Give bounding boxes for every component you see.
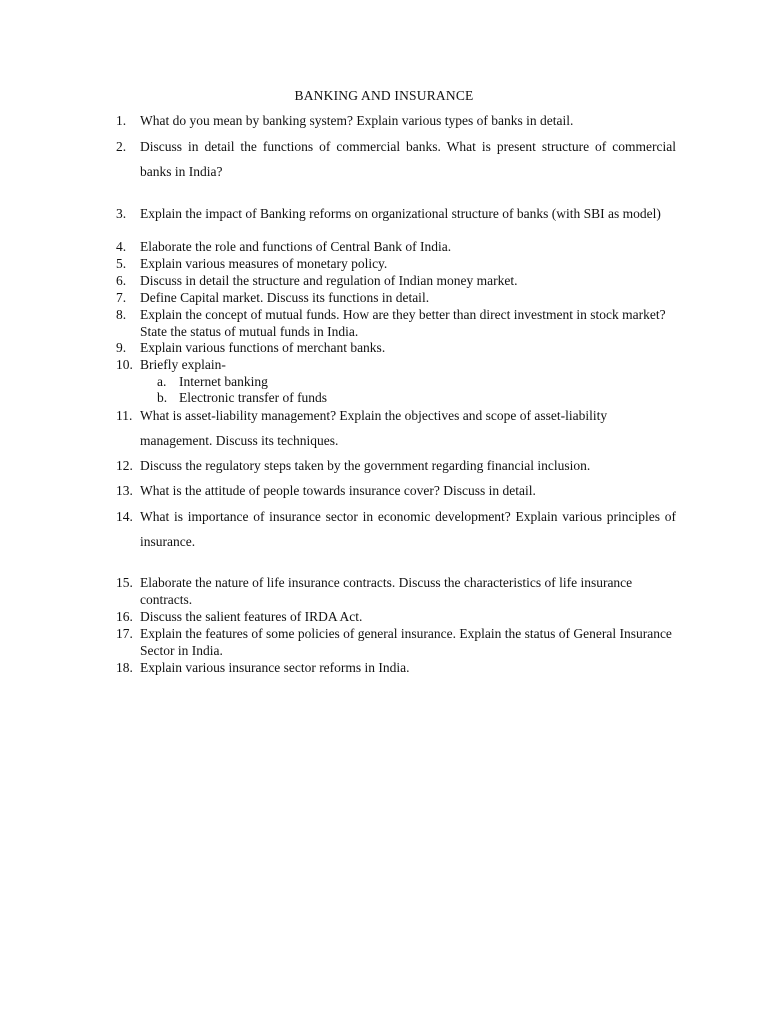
question-5 [116, 256, 676, 273]
question-number: 7. [116, 290, 127, 305]
document-title: BANKING AND INSURANCE [294, 88, 474, 103]
question-text: Elaborate the nature of life insurance contracts. Discuss the characteristics of life insurance contracts. [140, 575, 633, 607]
question-14 [116, 504, 676, 554]
question-number: 16. [116, 609, 133, 624]
question-number: 4. [116, 239, 127, 254]
question-text: Discuss the salient features of IRDA Act. [140, 609, 363, 624]
question-text: Briefly explain- [140, 357, 226, 372]
question-8 [116, 307, 676, 340]
question-9 [116, 340, 676, 357]
sub-item-text: Internet banking [179, 374, 268, 389]
question-text: Explain the concept of mutual funds. How are they better than direct investment in stock market? State the status of mutual funds in India. [140, 307, 666, 339]
question-1 [116, 113, 676, 130]
question-text: Discuss in detail the functions of commercial banks. What is present structure of commercial banks in India? [140, 139, 676, 179]
question-text: Explain various functions of merchant banks. [140, 340, 386, 355]
question-number: 17. [116, 626, 133, 641]
sub-item-a [157, 374, 268, 390]
question-number: 14. [116, 509, 133, 524]
question-18 [116, 660, 676, 677]
question-number: 1. [116, 113, 127, 128]
question-2 [116, 134, 676, 184]
question-number: 6. [116, 273, 127, 288]
question-3 [116, 206, 676, 223]
question-text: Elaborate the role and functions of Central Bank of India. [140, 239, 452, 254]
question-text: What do you mean by banking system? Explain various types of banks in detail. [140, 113, 574, 128]
question-number: 15. [116, 575, 133, 590]
question-11 [116, 403, 676, 453]
question-12 [116, 453, 676, 478]
question-text: What is asset-liability management? Explain the objectives and scope of asset-liability management. Discuss its techniques. [140, 408, 608, 448]
question-number: 10. [116, 357, 133, 372]
question-number: 9. [116, 340, 127, 355]
sub-item-text: Electronic transfer of funds [179, 390, 328, 405]
question-16 [116, 609, 676, 626]
question-text: Explain various measures of monetary policy. [140, 256, 388, 271]
question-text: What is importance of insurance sector in economic development? Explain various principles of insurance. [140, 509, 676, 549]
sub-item-letter: b. [157, 390, 168, 405]
question-number: 8. [116, 307, 127, 322]
question-number: 11. [116, 408, 133, 423]
question-number: 3. [116, 206, 127, 221]
question-number: 5. [116, 256, 127, 271]
question-text: What is the attitude of people towards insurance cover? Discuss in detail. [140, 483, 536, 498]
question-4 [116, 239, 676, 256]
question-text: Explain the features of some policies of general insurance. Explain the status of General Insurance Sector in India. [140, 626, 672, 658]
question-number: 13. [116, 483, 133, 498]
question-13 [116, 478, 676, 503]
question-text: Define Capital market. Discuss its functions in detail. [140, 290, 430, 305]
question-text: Discuss the regulatory steps taken by the government regarding financial inclusion. [140, 458, 591, 473]
question-number: 2. [116, 139, 127, 154]
question-17 [116, 626, 676, 659]
question-7 [116, 290, 676, 307]
question-text: Discuss in detail the structure and regulation of Indian money market. [140, 273, 518, 288]
sub-item-letter: a. [157, 374, 167, 389]
question-10 [116, 357, 676, 374]
question-6 [116, 273, 676, 290]
question-text: Explain various insurance sector reforms in India. [140, 660, 410, 675]
question-number: 18. [116, 660, 133, 675]
question-number: 12. [116, 458, 133, 473]
question-text: Explain the impact of Banking reforms on organizational structure of banks (with SBI as model) [140, 206, 661, 221]
question-15 [116, 575, 676, 608]
